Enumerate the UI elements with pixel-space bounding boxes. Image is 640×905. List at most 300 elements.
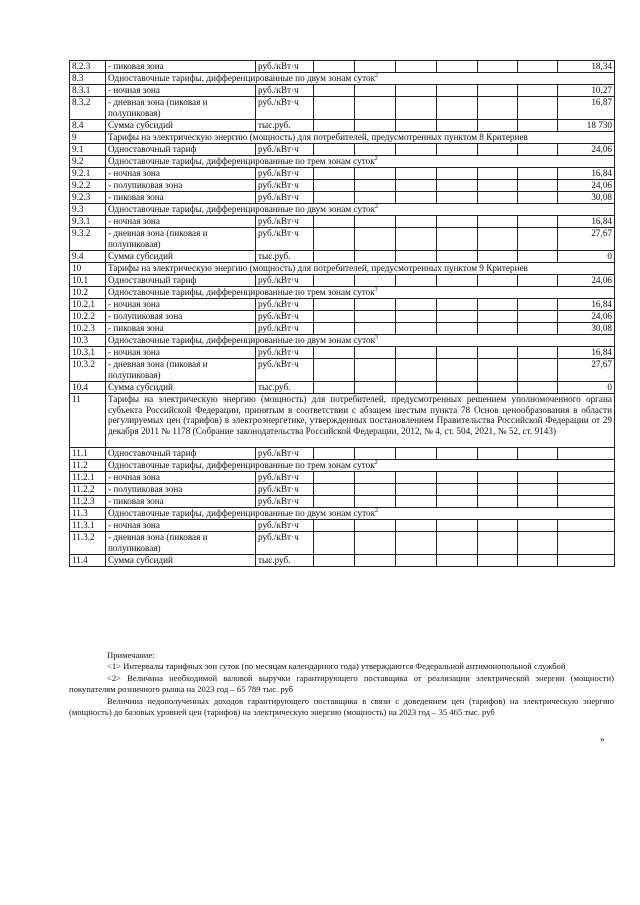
row-value: 24,06 bbox=[558, 311, 615, 323]
row-section-title bbox=[106, 508, 615, 520]
empty-cell bbox=[314, 251, 355, 263]
table-row bbox=[70, 144, 615, 156]
closing-quote: » bbox=[600, 734, 605, 744]
row-value bbox=[558, 520, 615, 532]
empty-cell bbox=[314, 61, 355, 73]
empty-cell bbox=[518, 311, 558, 323]
table-row bbox=[70, 228, 615, 251]
footnote-marker: 2 bbox=[375, 507, 379, 514]
row-value: 10,27 bbox=[558, 85, 615, 97]
row-unit: руб./кВт·ч bbox=[256, 323, 314, 335]
section-title-text: Тарифы на электрическую энергию (мощность) для потребителей, предусмотренных пунктом 9 Критериев bbox=[108, 263, 528, 273]
row-name: - ночная зона bbox=[106, 168, 256, 180]
empty-cell bbox=[478, 97, 518, 120]
row-unit: руб./кВт·ч bbox=[256, 192, 314, 204]
table-row bbox=[70, 73, 615, 85]
row-number: 11.1 bbox=[70, 448, 106, 460]
row-unit: руб./кВт·ч bbox=[256, 180, 314, 192]
table-row bbox=[70, 496, 615, 508]
table-row bbox=[70, 204, 615, 216]
empty-cell bbox=[478, 85, 518, 97]
tariff-document bbox=[69, 60, 614, 567]
row-name: Сумма субсидий bbox=[106, 382, 256, 394]
note-3: Величина недополученных доходов гарантирующего поставщика в связи с доведением цен (тарифов) на электрическую энергию (мощность) до базовых уровней цен (тарифов) на электрическую энергию (мощность) на 2023 год – 35 465 тыс. руб bbox=[69, 695, 614, 718]
row-value bbox=[558, 496, 615, 508]
table-row bbox=[70, 555, 615, 567]
empty-cell bbox=[355, 555, 396, 567]
empty-cell bbox=[355, 347, 396, 359]
row-value: 24,06 bbox=[558, 180, 615, 192]
table-row bbox=[70, 394, 615, 448]
empty-cell bbox=[437, 275, 478, 287]
empty-cell bbox=[396, 359, 437, 382]
empty-cell bbox=[355, 299, 396, 311]
row-unit: тыс.руб. bbox=[256, 251, 314, 263]
table-row bbox=[70, 532, 615, 555]
empty-cell bbox=[437, 299, 478, 311]
row-value bbox=[558, 472, 615, 484]
empty-cell bbox=[396, 323, 437, 335]
empty-cell bbox=[396, 85, 437, 97]
row-name: - дневная зона (пиковая и полупиковая) bbox=[106, 359, 256, 382]
row-value: 30,08 bbox=[558, 192, 615, 204]
row-number: 9.3 bbox=[70, 204, 106, 216]
section-title-text: Тарифы на электрическую энергию (мощность) для потребителей, предусмотренных решением уполномоченного органа субъекта Российской Федерации, принятым в соответствии с абзацем шестым пункта 78 Основ ценообразования в области регулируемых цен (тарифов) в электроэнергетике, утвержденных постановлением Правительства Российской Федерации от 29 декабря 2011 № 1178 (Собрание законодательства Российской Федерации, 2012, № 4, ст. 504, 2021, № 52, ст. 9143) bbox=[108, 394, 612, 436]
row-unit: руб./кВт·ч bbox=[256, 472, 314, 484]
empty-cell bbox=[437, 359, 478, 382]
empty-cell bbox=[355, 144, 396, 156]
row-section-title bbox=[106, 204, 615, 216]
empty-cell bbox=[437, 192, 478, 204]
empty-cell bbox=[518, 61, 558, 73]
row-unit: руб./кВт·ч bbox=[256, 520, 314, 532]
empty-cell bbox=[518, 520, 558, 532]
empty-cell bbox=[355, 275, 396, 287]
empty-cell bbox=[355, 311, 396, 323]
row-name: - пиковая зона bbox=[106, 323, 256, 335]
footnote-marker: 3 bbox=[374, 286, 378, 293]
row-name: Одноставочный тариф bbox=[106, 448, 256, 460]
empty-cell bbox=[478, 216, 518, 228]
empty-cell bbox=[396, 120, 437, 132]
empty-cell bbox=[478, 448, 518, 460]
row-value: 16,84 bbox=[558, 299, 615, 311]
empty-cell bbox=[437, 323, 478, 335]
empty-cell bbox=[314, 448, 355, 460]
row-number: 9.2.3 bbox=[70, 192, 106, 204]
row-name: - пиковая зона bbox=[106, 61, 256, 73]
empty-cell bbox=[314, 311, 355, 323]
empty-cell bbox=[478, 299, 518, 311]
row-value: 16,84 bbox=[558, 168, 615, 180]
section-title-text: Одноставочные тарифы, дифференцированные по трем зонам суток bbox=[108, 287, 375, 297]
empty-cell bbox=[396, 382, 437, 394]
empty-cell bbox=[314, 555, 355, 567]
empty-cell bbox=[437, 311, 478, 323]
row-value: 0 bbox=[558, 251, 615, 263]
table-row bbox=[70, 85, 615, 97]
empty-cell bbox=[478, 120, 518, 132]
empty-cell bbox=[314, 228, 355, 251]
table-row bbox=[70, 192, 615, 204]
empty-cell bbox=[396, 532, 437, 555]
row-name: Сумма субсидий bbox=[106, 251, 256, 263]
empty-cell bbox=[314, 275, 355, 287]
empty-cell bbox=[396, 299, 437, 311]
row-value bbox=[558, 532, 615, 555]
row-unit: тыс.руб. bbox=[256, 555, 314, 567]
empty-cell bbox=[396, 97, 437, 120]
empty-cell bbox=[314, 347, 355, 359]
row-section-title bbox=[106, 73, 615, 85]
footnote-marker: 2 bbox=[375, 72, 379, 79]
section-title-text: Одноставочные тарифы, дифференцированные по двум зонам суток bbox=[108, 508, 376, 518]
note-1: <1> Интервалы тарифных зон суток (по месяцам календарного года) утверждаются Федеральной антимонопольной службой bbox=[107, 661, 566, 672]
table-row bbox=[70, 359, 615, 382]
row-number: 9.3.2 bbox=[70, 228, 106, 251]
empty-cell bbox=[396, 144, 437, 156]
row-number: 11.2 bbox=[70, 460, 106, 472]
empty-cell bbox=[396, 520, 437, 532]
row-number: 11 bbox=[70, 394, 106, 448]
empty-cell bbox=[355, 520, 396, 532]
empty-cell bbox=[478, 484, 518, 496]
table-row bbox=[70, 97, 615, 120]
table-row bbox=[70, 323, 615, 335]
empty-cell bbox=[518, 359, 558, 382]
row-value: 24,06 bbox=[558, 275, 615, 287]
empty-cell bbox=[478, 520, 518, 532]
row-unit: руб./кВт·ч bbox=[256, 228, 314, 251]
empty-cell bbox=[518, 484, 558, 496]
empty-cell bbox=[478, 144, 518, 156]
table-row bbox=[70, 382, 615, 394]
row-number: 9.2.1 bbox=[70, 168, 106, 180]
empty-cell bbox=[518, 532, 558, 555]
notes-section bbox=[69, 650, 614, 718]
empty-cell bbox=[518, 382, 558, 394]
empty-cell bbox=[355, 359, 396, 382]
row-unit: руб./кВт·ч bbox=[256, 85, 314, 97]
row-name: Одноставочный тариф bbox=[106, 144, 256, 156]
table-row bbox=[70, 168, 615, 180]
row-number: 10.3 bbox=[70, 335, 106, 347]
empty-cell bbox=[437, 382, 478, 394]
row-number: 10.4 bbox=[70, 382, 106, 394]
empty-cell bbox=[518, 251, 558, 263]
row-name: - пиковая зона bbox=[106, 192, 256, 204]
row-section-title bbox=[106, 132, 615, 144]
empty-cell bbox=[355, 472, 396, 484]
empty-cell bbox=[437, 532, 478, 555]
empty-cell bbox=[478, 311, 518, 323]
row-unit: руб./кВт·ч bbox=[256, 299, 314, 311]
row-unit: руб./кВт·ч bbox=[256, 484, 314, 496]
row-unit: руб./кВт·ч bbox=[256, 275, 314, 287]
empty-cell bbox=[396, 216, 437, 228]
empty-cell bbox=[478, 347, 518, 359]
empty-cell bbox=[355, 85, 396, 97]
row-name: - полупиковая зона bbox=[106, 311, 256, 323]
empty-cell bbox=[437, 180, 478, 192]
empty-cell bbox=[314, 484, 355, 496]
table-row bbox=[70, 251, 615, 263]
row-value: 30,08 bbox=[558, 323, 615, 335]
footnote-marker: 2 bbox=[374, 155, 378, 162]
empty-cell bbox=[518, 472, 558, 484]
empty-cell bbox=[518, 216, 558, 228]
footnote-marker: 2 bbox=[375, 203, 379, 210]
row-value: 27,67 bbox=[558, 359, 615, 382]
table-row bbox=[70, 216, 615, 228]
row-section-title bbox=[106, 287, 615, 299]
empty-cell bbox=[518, 299, 558, 311]
row-unit: руб./кВт·ч bbox=[256, 359, 314, 382]
empty-cell bbox=[518, 144, 558, 156]
row-value bbox=[558, 555, 615, 567]
empty-cell bbox=[437, 120, 478, 132]
row-number: 11.2.3 bbox=[70, 496, 106, 508]
table-row bbox=[70, 156, 615, 168]
empty-cell bbox=[437, 448, 478, 460]
row-name: Сумма субсидий bbox=[106, 555, 256, 567]
row-number: 10.2 bbox=[70, 287, 106, 299]
empty-cell bbox=[437, 555, 478, 567]
section-title-text: Одноставочные тарифы, дифференцированные по двум зонам суток bbox=[108, 73, 376, 83]
row-number: 11.3.2 bbox=[70, 532, 106, 555]
table-row bbox=[70, 180, 615, 192]
empty-cell bbox=[314, 192, 355, 204]
row-number: 9.1 bbox=[70, 144, 106, 156]
footnote-marker: 2 bbox=[374, 459, 378, 466]
empty-cell bbox=[314, 359, 355, 382]
empty-cell bbox=[437, 144, 478, 156]
empty-cell bbox=[396, 180, 437, 192]
row-name: Сумма субсидий bbox=[106, 120, 256, 132]
row-number: 9.2 bbox=[70, 156, 106, 168]
row-name: - ночная зона bbox=[106, 520, 256, 532]
row-number: 9.4 bbox=[70, 251, 106, 263]
tariff-table bbox=[69, 60, 615, 567]
empty-cell bbox=[355, 382, 396, 394]
empty-cell bbox=[518, 97, 558, 120]
table-row bbox=[70, 132, 615, 144]
row-section-title bbox=[106, 335, 615, 347]
empty-cell bbox=[355, 496, 396, 508]
row-number: 8.3.1 bbox=[70, 85, 106, 97]
row-number: 10.3.2 bbox=[70, 359, 106, 382]
row-name: - ночная зона bbox=[106, 85, 256, 97]
empty-cell bbox=[518, 347, 558, 359]
empty-cell bbox=[396, 472, 437, 484]
row-number: 11.2.1 bbox=[70, 472, 106, 484]
empty-cell bbox=[437, 228, 478, 251]
empty-cell bbox=[518, 275, 558, 287]
table-row bbox=[70, 484, 615, 496]
empty-cell bbox=[314, 168, 355, 180]
empty-cell bbox=[396, 61, 437, 73]
row-number: 10.1 bbox=[70, 275, 106, 287]
empty-cell bbox=[518, 496, 558, 508]
row-name: Одноставочный тариф bbox=[106, 275, 256, 287]
row-unit: тыс.руб. bbox=[256, 382, 314, 394]
row-name: - ночная зона bbox=[106, 216, 256, 228]
empty-cell bbox=[355, 168, 396, 180]
empty-cell bbox=[478, 496, 518, 508]
empty-cell bbox=[478, 382, 518, 394]
row-number: 9.2.2 bbox=[70, 180, 106, 192]
tariff-table-body bbox=[70, 61, 615, 567]
table-row bbox=[70, 287, 615, 299]
empty-cell bbox=[355, 216, 396, 228]
row-value bbox=[558, 484, 615, 496]
row-number: 9 bbox=[70, 132, 106, 144]
empty-cell bbox=[478, 359, 518, 382]
table-row bbox=[70, 448, 615, 460]
row-name: - полупиковая зона bbox=[106, 180, 256, 192]
empty-cell bbox=[518, 180, 558, 192]
row-value: 16,87 bbox=[558, 97, 615, 120]
row-value: 16,84 bbox=[558, 216, 615, 228]
empty-cell bbox=[314, 472, 355, 484]
empty-cell bbox=[478, 275, 518, 287]
empty-cell bbox=[314, 299, 355, 311]
empty-cell bbox=[314, 144, 355, 156]
table-row bbox=[70, 311, 615, 323]
row-unit: руб./кВт·ч bbox=[256, 97, 314, 120]
empty-cell bbox=[437, 520, 478, 532]
row-value: 16,84 bbox=[558, 347, 615, 359]
row-name: - ночная зона bbox=[106, 299, 256, 311]
row-unit: руб./кВт·ч bbox=[256, 496, 314, 508]
empty-cell bbox=[355, 251, 396, 263]
empty-cell bbox=[396, 275, 437, 287]
empty-cell bbox=[396, 228, 437, 251]
row-number: 11.3 bbox=[70, 508, 106, 520]
table-row bbox=[70, 120, 615, 132]
empty-cell bbox=[396, 168, 437, 180]
row-name: - дневная зона (пиковая и полупиковая) bbox=[106, 97, 256, 120]
empty-cell bbox=[437, 496, 478, 508]
empty-cell bbox=[437, 168, 478, 180]
row-number: 8.3.2 bbox=[70, 97, 106, 120]
empty-cell bbox=[314, 120, 355, 132]
row-number: 8.3 bbox=[70, 73, 106, 85]
row-number: 11.2.2 bbox=[70, 484, 106, 496]
row-value: 27,67 bbox=[558, 228, 615, 251]
empty-cell bbox=[355, 61, 396, 73]
section-title-text: Одноставочные тарифы, дифференцированные по трем зонам суток bbox=[108, 156, 375, 166]
table-row bbox=[70, 460, 615, 472]
empty-cell bbox=[437, 216, 478, 228]
table-row bbox=[70, 299, 615, 311]
empty-cell bbox=[478, 168, 518, 180]
section-title-text: Одноставочные тарифы, дифференцированные по двум зонам суток bbox=[108, 204, 376, 214]
row-value: 24,06 bbox=[558, 144, 615, 156]
row-unit: руб./кВт·ч bbox=[256, 347, 314, 359]
empty-cell bbox=[396, 555, 437, 567]
row-number: 8.4 bbox=[70, 120, 106, 132]
empty-cell bbox=[437, 251, 478, 263]
section-title-text: Одноставочные тарифы, дифференцированные по трем зонам суток bbox=[108, 460, 375, 470]
table-row bbox=[70, 508, 615, 520]
row-value: 18 730 bbox=[558, 120, 615, 132]
empty-cell bbox=[518, 448, 558, 460]
empty-cell bbox=[314, 180, 355, 192]
empty-cell bbox=[396, 251, 437, 263]
empty-cell bbox=[518, 168, 558, 180]
empty-cell bbox=[478, 251, 518, 263]
empty-cell bbox=[478, 61, 518, 73]
empty-cell bbox=[437, 347, 478, 359]
empty-cell bbox=[478, 192, 518, 204]
section-title-text: Тарифы на электрическую энергию (мощность) для потребителей, предусмотренных пунктом 8 Критериев bbox=[108, 132, 528, 142]
empty-cell bbox=[518, 228, 558, 251]
empty-cell bbox=[314, 216, 355, 228]
row-unit: руб./кВт·ч bbox=[256, 168, 314, 180]
empty-cell bbox=[478, 323, 518, 335]
empty-cell bbox=[314, 520, 355, 532]
row-name: - дневная зона (пиковая и полупиковая) bbox=[106, 532, 256, 555]
note-2: <2> Величина необходимой валовой выручки гарантирующего поставщика от реализации электрической энергии (мощности) покупателям розничного рынка на 2023 год – 65 789 тыс. руб bbox=[69, 672, 614, 695]
empty-cell bbox=[396, 311, 437, 323]
empty-cell bbox=[314, 323, 355, 335]
empty-cell bbox=[355, 532, 396, 555]
row-unit: руб./кВт·ч bbox=[256, 61, 314, 73]
empty-cell bbox=[437, 97, 478, 120]
row-number: 10.2.1 bbox=[70, 299, 106, 311]
empty-cell bbox=[396, 484, 437, 496]
empty-cell bbox=[355, 228, 396, 251]
empty-cell bbox=[314, 532, 355, 555]
empty-cell bbox=[355, 97, 396, 120]
empty-cell bbox=[437, 61, 478, 73]
empty-cell bbox=[518, 120, 558, 132]
table-row bbox=[70, 263, 615, 275]
row-unit: руб./кВт·ч bbox=[256, 532, 314, 555]
row-name: - полупиковая зона bbox=[106, 484, 256, 496]
empty-cell bbox=[314, 496, 355, 508]
empty-cell bbox=[478, 228, 518, 251]
row-unit: руб./кВт·ч bbox=[256, 144, 314, 156]
row-section-title bbox=[106, 263, 615, 275]
empty-cell bbox=[355, 192, 396, 204]
empty-cell bbox=[355, 484, 396, 496]
notes-heading: Примечание: bbox=[107, 650, 155, 660]
row-number: 10.2.3 bbox=[70, 323, 106, 335]
row-unit: тыс.руб. bbox=[256, 120, 314, 132]
row-section-title bbox=[106, 156, 615, 168]
table-row bbox=[70, 335, 615, 347]
empty-cell bbox=[518, 323, 558, 335]
row-name: - ночная зона bbox=[106, 472, 256, 484]
row-value: 0 bbox=[558, 382, 615, 394]
empty-cell bbox=[518, 555, 558, 567]
row-section-title bbox=[106, 394, 615, 448]
row-section-title bbox=[106, 460, 615, 472]
empty-cell bbox=[355, 323, 396, 335]
section-title-text: Одноставочные тарифы, дифференцированные по двум зонам суток bbox=[108, 335, 376, 345]
table-row bbox=[70, 347, 615, 359]
empty-cell bbox=[437, 484, 478, 496]
empty-cell bbox=[314, 97, 355, 120]
table-row bbox=[70, 275, 615, 287]
empty-cell bbox=[355, 448, 396, 460]
empty-cell bbox=[437, 472, 478, 484]
table-row bbox=[70, 520, 615, 532]
empty-cell bbox=[518, 85, 558, 97]
empty-cell bbox=[314, 85, 355, 97]
